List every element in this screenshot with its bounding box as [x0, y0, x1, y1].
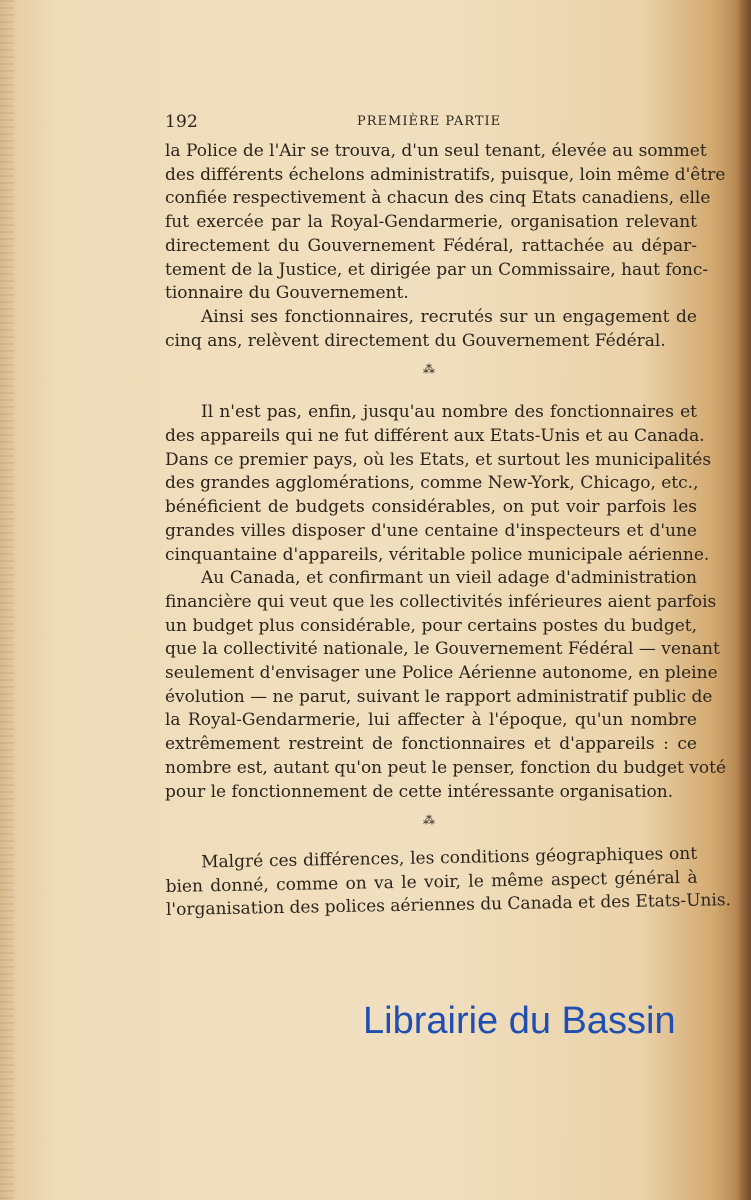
text-line: Malgré ces différences, les conditions géographiques ont: [201, 843, 698, 873]
text-line: Il n'est pas, enfin, jusqu'au nombre des fonctionnaires et: [201, 402, 697, 423]
paragraph-5: [165, 843, 732, 923]
text-line: financière qui veut que les collectivités inférieures aient parfois: [165, 591, 717, 612]
text-line: seulement d'envisager une Police Aérienne autonome, en pleine: [165, 663, 718, 684]
text-line: confiée respectivement à chacun des cinq Etats canadiens, elle: [165, 188, 711, 209]
text-line: grandes villes disposer d'une centaine d'inspecteurs et d'une: [165, 520, 697, 541]
page-header: [165, 112, 697, 140]
page-number: 192: [165, 112, 199, 132]
text-line: l'organisation des polices aériennes du Canada et des Etats-Unis.: [165, 890, 732, 921]
paragraph-4: [165, 567, 727, 804]
page-right-edge: [739, 0, 751, 1200]
paragraph-2: [165, 306, 697, 353]
text-line: tionnaire du Gouvernement.: [165, 283, 409, 304]
asterism: ⁂: [423, 362, 435, 377]
text-line: Ainsi ses fonctionnaires, recrutés sur un engagement de: [201, 306, 697, 327]
watermark-text: Librairie du Bassin: [363, 1000, 676, 1042]
text-line: des appareils qui ne fut différent aux Etats-Unis et au Canada.: [165, 426, 705, 447]
asterism: ⁂: [423, 813, 435, 828]
text-line: tement de la Justice, et dirigée par un Commissaire, haut fonc-: [165, 259, 709, 280]
paragraph-3: [165, 401, 712, 567]
text-line: évolution — ne parut, suivant le rapport administratif public de: [165, 686, 713, 707]
text-line: bien donné, comme on va le voir, le même aspect général à: [165, 867, 698, 897]
text-line: Dans ce premier pays, où les Etats, et surtout les municipalités: [165, 449, 712, 470]
text-line: bénéficient de budgets considérables, on put voir parfois les: [165, 497, 697, 518]
text-line: directement du Gouvernement Fédéral, rattachée au dépar-: [165, 235, 697, 256]
text-line: que la collectivité nationale, le Gouvernement Fédéral — venant: [165, 639, 720, 660]
text-line: pour le fonctionnement de cette intéressante organisation.: [165, 781, 674, 802]
text-line: des différents échelons administratifs, puisque, loin même d'être: [165, 164, 726, 185]
text-line: cinquantaine d'appareils, véritable police municipale aérienne.: [165, 544, 710, 565]
text-line: la Police de l'Air se trouva, d'un seul tenant, élevée au sommet: [165, 141, 707, 161]
text-line: la Royal-Gendarmerie, lui affecter à l'époque, qu'un nombre: [165, 710, 697, 731]
text-line: un budget plus considérable, pour certains postes du budget,: [165, 615, 697, 636]
text-line: cinq ans, relèvent directement du Gouvernement Fédéral.: [165, 330, 666, 351]
running-head: PREMIÈRE PARTIE: [357, 114, 502, 129]
text-line: des grandes agglomérations, comme New-York, Chicago, etc.,: [165, 473, 699, 494]
text-line: nombre est, autant qu'on peut le penser, fonction du budget voté: [165, 757, 727, 778]
text-line: extrêmement restreint de fonctionnaires et d'appareils : ce: [165, 734, 697, 755]
section-separator: [165, 353, 697, 401]
text-line: Au Canada, et confirmant un vieil adage d'administration: [201, 568, 697, 589]
page-content: [165, 112, 732, 923]
text-line: fut exercée par la Royal-Gendarmerie, organisation relevant: [165, 212, 697, 233]
page-left-edge: [0, 0, 14, 1200]
paragraph-1: [165, 140, 726, 306]
